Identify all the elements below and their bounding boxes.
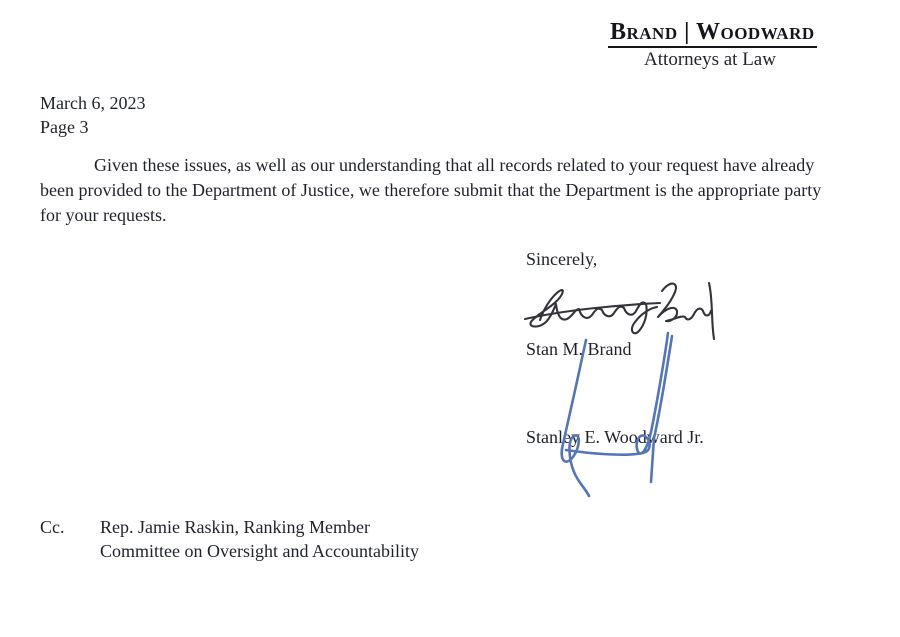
- date-block: [40, 91, 145, 139]
- cc-block: [40, 515, 419, 563]
- firm-name: Brand | Woodward: [608, 19, 817, 48]
- page-number: Page 3: [40, 117, 89, 137]
- cc-label: Cc.: [40, 517, 65, 537]
- body-paragraph: Given these issues, as well as our understanding that all records related to your request have already been provided to the Department of Justice, we therefore submit that the Department is the appropriate party for your requests.: [40, 155, 822, 225]
- stanley-woodward-signature: [548, 326, 683, 498]
- letter-date: March 6, 2023: [40, 93, 146, 113]
- stanley-woodward-signature-strokes: [562, 333, 672, 496]
- firm-tagline: Attorneys at Law: [644, 48, 776, 70]
- signer-name-2: Stanley E. Woodward Jr.: [526, 427, 704, 447]
- valediction: Sincerely,: [526, 249, 598, 269]
- cc-line-committee: Committee on Oversight and Accountability: [100, 541, 419, 561]
- letterhead: [608, 19, 815, 71]
- signer-name-1: Stan M. Brand: [526, 339, 632, 359]
- cc-lines: [100, 515, 419, 563]
- cc-line-recipient: Rep. Jamie Raskin, Ranking Member: [100, 517, 370, 537]
